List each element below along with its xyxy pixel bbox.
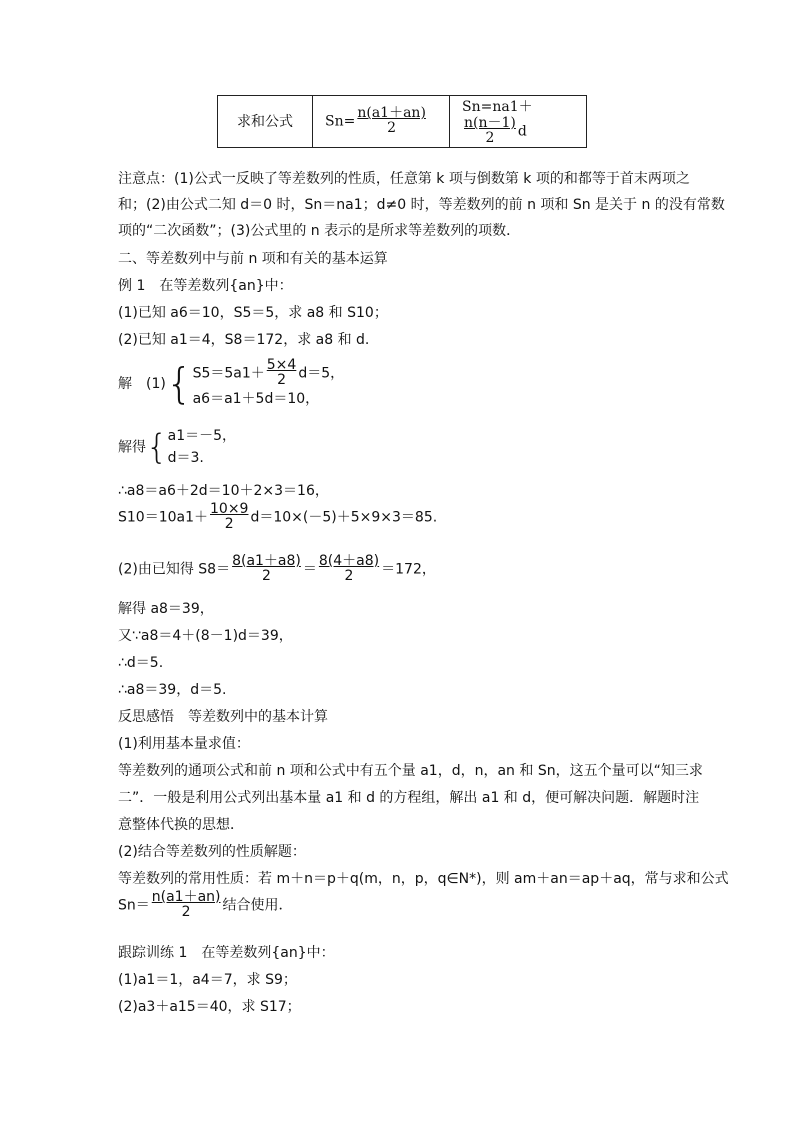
reflection-formula-numerator: n(a1＋an) bbox=[151, 889, 221, 905]
formula2-mid: na1＋ bbox=[492, 99, 533, 115]
practice-question-2: (2)a3＋a15＝40，求 S17； bbox=[118, 999, 301, 1015]
formula1-denominator: 2 bbox=[387, 120, 397, 137]
formula2-denominator: 2 bbox=[485, 130, 495, 147]
table-row bbox=[218, 96, 587, 148]
note-line-2: 和；(2)由公式二知 d＝0 时，Sn＝na1；d≠0 时，等差数列的前 n 项和 Sn 是关于 n 的没有常数 bbox=[118, 197, 725, 213]
equation-1-denominator: 2 bbox=[277, 372, 286, 389]
solution-line-final: ∴a8＝39，d＝5. bbox=[118, 682, 227, 698]
part-2-numerator-1: 8(a1＋a8) bbox=[232, 553, 301, 569]
equation-1-tail: d＝5， bbox=[298, 365, 345, 382]
reflection-subtitle-2: (2)结合等差数列的性质解题： bbox=[118, 844, 306, 860]
result-1: a1＝－5， bbox=[167, 428, 237, 444]
reflection-formula-tail: 结合使用． bbox=[222, 897, 293, 914]
part-2-fraction-1 bbox=[230, 554, 303, 585]
example-1-question-1: (1)已知 a6＝10，S5＝5，求 a8 和 S10； bbox=[118, 305, 388, 321]
reflection-formula-fraction bbox=[150, 890, 223, 921]
reflection-paragraph-1b: 二”．一般是利用公式列出基本量 a1 和 d 的方程组，解出 a1 和 d，便可解决问题．解题时注 bbox=[118, 790, 700, 806]
solution-line-a8: 解得 a8＝39， bbox=[118, 601, 214, 617]
result-2: d＝3. bbox=[167, 449, 204, 466]
table-label-cell: 求和公式 bbox=[218, 96, 313, 148]
example-1-title: 例 1 在等差数列{an}中： bbox=[118, 278, 293, 294]
solution-system-1 bbox=[118, 358, 344, 410]
part-2-fraction-2 bbox=[317, 554, 381, 585]
equation-system bbox=[193, 358, 345, 410]
left-brace-icon: { bbox=[146, 427, 168, 468]
solution-label: 解 (1) bbox=[118, 376, 166, 393]
s10-line bbox=[118, 502, 437, 533]
part-2-line bbox=[118, 554, 436, 585]
formula1-numerator: n(a1＋an) bbox=[357, 105, 426, 121]
equation-2: a6＝a1＋5d＝10， bbox=[192, 390, 320, 407]
formula2-lhs: Sn= bbox=[462, 99, 493, 115]
equation-1 bbox=[193, 358, 345, 389]
formula1-lhs: Sn= bbox=[325, 113, 356, 130]
note-line-1: 注意点：(1)公式一反映了等差数列的性质，任意第 k 项与倒数第 k 项的和都等于首末两项之 bbox=[118, 171, 690, 187]
equation-1-lhs: S5＝5a1＋ bbox=[192, 365, 265, 382]
reflection-paragraph-3 bbox=[118, 890, 293, 921]
result-system bbox=[168, 426, 236, 469]
equation-1-fraction bbox=[265, 358, 299, 389]
part-2-equals: ＝ bbox=[302, 561, 317, 578]
part-2-lhs: (2)由已知得 S8＝ bbox=[118, 561, 231, 578]
note-line-3: 项的“二次函数”；(3)公式里的 n 表示的是所求等差数列的项数． bbox=[118, 223, 521, 239]
practice-title: 跟踪训练 1 在等差数列{an}中： bbox=[118, 945, 335, 961]
sum-formula-table bbox=[217, 95, 587, 148]
solution-line-d: ∴d＝5. bbox=[118, 655, 164, 671]
formula2-fraction bbox=[462, 116, 518, 147]
equation-1-numerator: 5×4 bbox=[266, 357, 297, 373]
solution-result-system bbox=[118, 426, 236, 469]
reflection-subtitle-1: (1)利用基本量求值： bbox=[118, 736, 250, 752]
part-2-denominator-1: 2 bbox=[262, 568, 271, 585]
s10-fraction bbox=[208, 502, 250, 533]
formula2-numerator: n(n－1) bbox=[464, 115, 516, 131]
a8-line: ∴a8＝a6＋2d＝10＋2×3＝16， bbox=[118, 483, 329, 499]
formula1-fraction bbox=[355, 106, 428, 137]
solution-line-check: 又∵a8＝4＋(8－1)d＝39， bbox=[118, 628, 293, 644]
s10-lhs: S10＝10a1＋ bbox=[118, 509, 209, 526]
formula-one-cell bbox=[313, 96, 450, 148]
part-2-denominator-2: 2 bbox=[344, 568, 354, 585]
reflection-formula-lhs: Sn＝ bbox=[118, 897, 150, 914]
practice-question-1: (1)a1＝1，a4＝7，求 S9； bbox=[118, 972, 297, 988]
reflection-paragraph-2: 等差数列的常用性质：若 m＋n＝p＋q(m，n，p，q∈N*)，则 am＋an＝ap＋aq，常与求和公式 bbox=[118, 871, 729, 887]
reflection-paragraph-1a: 等差数列的通项公式和前 n 项和公式中有五个量 a1，d，n，an 和 Sn，这五个量可以“知三求 bbox=[118, 763, 703, 779]
left-brace-icon: { bbox=[165, 359, 193, 409]
solved-label: 解得 bbox=[118, 439, 146, 456]
part-2-numerator-2: 8(4＋a8) bbox=[318, 553, 380, 569]
example-1-question-2: (2)已知 a1＝4，S8＝172，求 a8 和 d. bbox=[118, 332, 370, 348]
s10-numerator: 10×9 bbox=[210, 501, 249, 517]
s10-tail: d＝10×(－5)＋5×9×3＝85. bbox=[250, 509, 438, 526]
formula-two-cell bbox=[450, 96, 587, 148]
s10-denominator: 2 bbox=[224, 516, 234, 533]
reflection-title: 反思感悟 等差数列中的基本计算 bbox=[118, 709, 328, 725]
section-2-title: 二、等差数列中与前 n 项和有关的基本运算 bbox=[118, 251, 388, 267]
formula2-tail: d bbox=[517, 123, 527, 140]
reflection-formula-denominator: 2 bbox=[181, 904, 191, 921]
reflection-paragraph-1c: 意整体代换的思想． bbox=[118, 817, 244, 833]
part-2-tail: ＝172， bbox=[381, 561, 436, 578]
